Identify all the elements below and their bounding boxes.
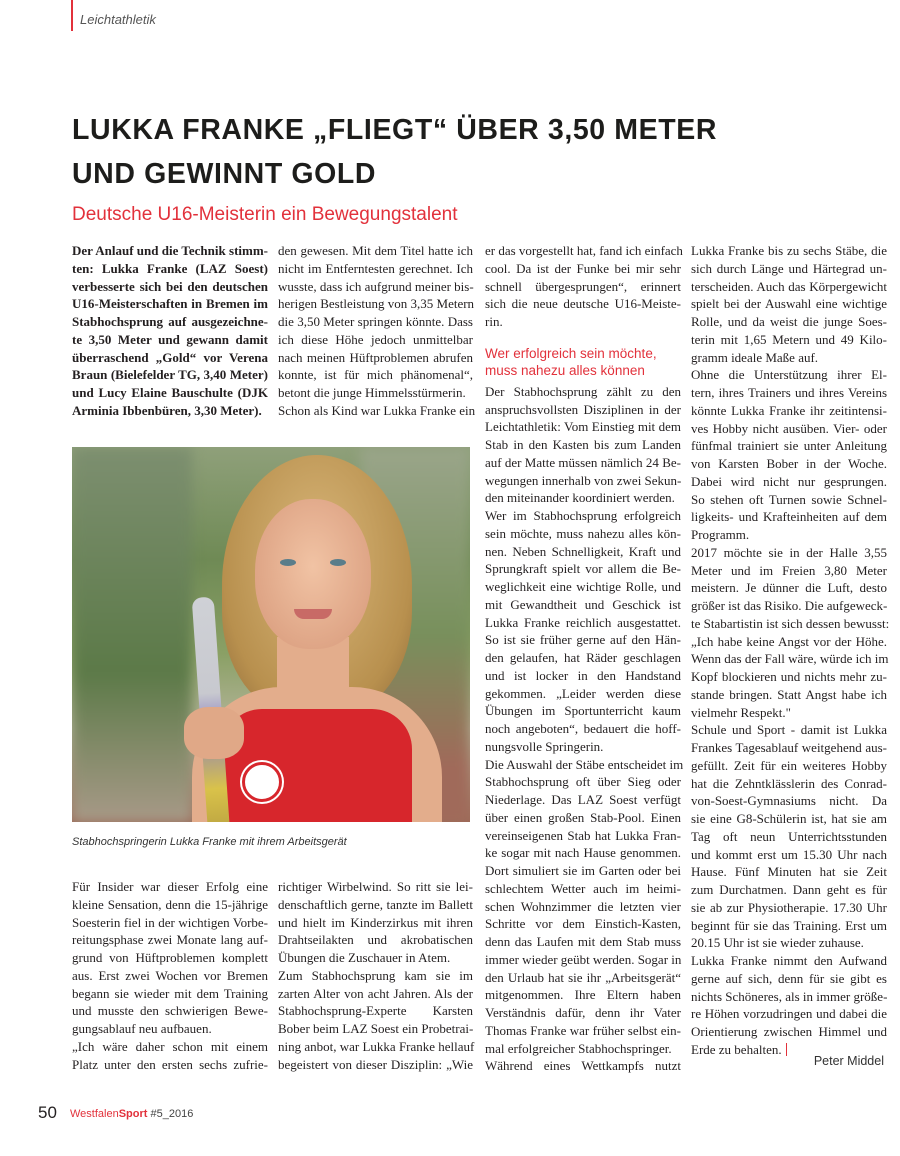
text-line: den gewesen. Mit dem Titel hatte ich [278,243,473,258]
text-line: Programm. [691,527,750,542]
text-line: wusste, dass ich aufgrund meiner bis- [278,278,474,294]
text-line: Zum Stabhochsprung kam sie im [278,967,473,983]
article-title [72,108,872,196]
text-line: von Karsten Bober in der Woche. [691,456,887,471]
section-accent-bar [71,0,73,31]
text-line: nicht im Entferntesten gerechnet. Ich [278,260,473,276]
text-line: und ist locker in den Handstand [485,667,681,683]
column-1-bottom [72,878,268,1073]
text-line: Drahtseilakten und akrobatischen [278,932,473,948]
text-line: gungsablauf neu aufbauen. [72,1021,212,1036]
paragraph [691,952,887,1059]
text-line: vereinseigenen Stab hat Lukka Fran- [485,827,681,843]
text-line: ke sogar mit nach Hause genommen. [485,845,681,861]
paragraph [278,402,476,420]
text-line: Stabhochsprung-Experte Karsten [278,1003,473,1019]
section-label: Leichtathletik [80,12,156,27]
text-line: Kopf blockieren und nichts mehr zu- [691,669,887,684]
text-line: Schritte vor dem Einstich-Kasten, [485,916,681,932]
athlete-photo [72,447,470,822]
text-line: reitungsphase zwei Monate lang auf- [72,932,268,948]
text-line: terin mit 1,65 Metern und 49 Kilo- [691,331,887,347]
page-number: 50 [38,1103,57,1122]
text-line: er das vorgestellt hat, fand ich einfach [485,243,683,258]
text-line: Hause. Fünf Minuten hat sie Zeit [691,864,887,880]
text-line: rin. [485,314,503,329]
text-line: nungsvolle Springerin. [485,738,604,754]
paragraph [691,366,887,544]
photo-caption: Stabhochspringerin Lukka Franke mit ihrem Arbeitsgerät [72,836,347,848]
text-line: Soesterin fiel in der wichtigen Vorbe- [72,914,268,930]
paragraph [691,544,890,722]
text-line: So ist sie früher gerne auf den Hän- [485,632,681,648]
text-line: Bober beim LAZ Soest ein Probetrai- [278,1021,474,1036]
text-line: 20.15 Uhr ist sie wieder zuhause. [691,935,864,951]
text-line: Wer im Stabhochsprung erfolgreich [485,508,681,523]
text-line: gekommen. „Leider werden diese [485,685,681,701]
text-line: weglichkeit eine wichtige Rolle, und [485,579,681,594]
paragraph [278,878,473,967]
text-line: mit Gewandtheit und Geschick ist [485,596,681,612]
section-heading [485,345,681,379]
text-line: konnte, ist für mich phänomenal“, [278,367,473,383]
text-line: auf der Matte müssen nämlich 24 Be- [485,454,681,470]
magazine-brand [70,1108,193,1120]
text-line: Braun (Bielefelder TG, 3,40 Meter) [72,367,268,383]
text-line: Tag oft neun Unterrichtsstunden [691,828,887,844]
text-line: herigen Bestleistung von 3,35 Metern [278,296,475,312]
end-mark-icon [786,1043,788,1056]
text-line: begeistert von dieser Disziplin: „Wie [278,1056,473,1072]
text-line: terscheiden. Auch das Körpergewicht [691,278,887,294]
text-line: Meter und im Freien 3,80 Meter [691,562,887,578]
paragraph [485,756,684,1058]
text-line: über einen großen Stab-Pool. Einen [485,809,681,825]
text-line: sich die neue deutsche U16-Meiste- [485,296,681,312]
text-line: Stabhochsprung oft über Sieg oder [485,774,681,790]
text-line: von-Soest-Gymnasiums nicht. Da [691,793,887,809]
text-line: Lukka Franke reichlich ausgestattet. [485,614,681,630]
text-line: Ohne die Unterstützung ihrer El- [691,367,887,383]
text-line: aus. Erst zwei Wochen vor Bremen [72,967,268,983]
paragraph [691,721,887,952]
text-line: sie eine G8-Schülerin ist, hat sie am [691,811,887,826]
text-line: tern, ihres Trainers und ihres Vereins [691,385,887,400]
article-subtitle: Deutsche U16-Meisterin ein Bewegungstalent [72,204,458,225]
text-line: hat die Zehntklässlerin des Conrad- [691,775,887,791]
text-line: grund von Hüftproblemen komplett [72,950,268,965]
text-line: den Urlaub hat sie ihr „Arbeitsgerät“ [485,969,681,985]
text-line: So stehen oft Turnen sowie Schnel- [691,491,887,507]
text-line: „Ich habe keine Angst vor der Höhe. [691,633,887,649]
text-line: Sprungkraft spielt vor allem die Be- [485,561,681,577]
text-line: denn das Laufen mit dem Stab muss [485,934,681,949]
paragraph [485,507,681,756]
text-line: Leichtathletik: Vom Einstieg mit dem [485,419,681,435]
text-line: die 3,50 Meter springen könnte. Dass [278,314,473,329]
brand-part-1: Westfalen [70,1108,119,1120]
text-line: meistern. Je dünner die Luft, desto [691,580,887,596]
lead-paragraph [72,242,268,420]
text-line: kleine Sensation, denn die 15-jährige [72,896,268,912]
text-line: Erde zu behalten. [691,1041,887,1059]
text-line: te Stabartistin ist sich dessen bewusst: [691,615,890,631]
text-line: Orientierung zwischen Himmel und [691,1024,887,1039]
text-line: Übungen die Zuschauer in Atem. [278,950,451,965]
paragraph [485,383,681,507]
text-line: Dort simuliert sie im Garten oder bei [485,863,681,878]
text-line: größer ist das Risiko. Die aufgeweck- [691,598,888,613]
text-line: 2017 möchte sie in der Halle 3,55 [691,544,887,560]
text-line: denschaftlich gerne, tanzte im Ballett [278,896,473,912]
text-line: te 3,50 Meter und gewann damit [72,331,268,347]
paragraph [72,878,268,1038]
text-line: sie ab zur Physiotherapie. 17.30 Uhr [691,899,887,915]
text-line: Für Insider war dieser Erfolg eine [72,879,268,894]
text-line: wegungen innerhalb von zwei Sekun- [485,472,682,488]
paragraph [691,242,887,366]
text-line: spielt bei der Auswahl eine wichtige [691,296,887,312]
text-line: Stab in den Kasten bis zum Landen [485,437,681,452]
club-logo-icon [242,762,282,802]
text-line: ligkeits- und Krafteinheiten auf dem [691,509,887,525]
text-line: immer wieder geübt werden. Sogar in [485,951,682,967]
text-line: ten: Lukka Franke (LAZ Soest) [72,260,268,276]
text-line: Rolle, und da weist die junge Soes- [691,314,887,329]
text-line: Der Stabhochsprung zählt zu den [485,383,681,399]
paragraph [278,967,473,1074]
text-line: beginnt für sie das Training. Erst um [691,917,887,933]
text-line: U16-Meisterschaften in Bremen im [72,296,268,312]
text-line: Die Auswahl der Stäbe entscheidet im [485,756,684,772]
text-line: Dabei wird nicht nur gesprungen. [691,473,887,489]
text-line: nach meinen Hüftproblemen abrufen [278,349,473,365]
column-2-top [278,242,476,420]
column-3 [485,242,684,1075]
text-line: begann sie wieder mit dem Training [72,985,268,1001]
text-line: zarten Alter von acht Jahren. Als der [278,985,473,1001]
text-line: nen. Neben Schnelligkeit, Kraft und [485,543,681,559]
text-line: gefüllt. Zeit für ein weiteres Hobby [691,757,887,773]
paragraph [72,1038,268,1074]
title-line-1: LUKKA FRANKE „FLIEGT“ ÜBER 3,50 METER [72,114,718,146]
title-line-2: UND GEWINNT GOLD [72,158,377,190]
text-line: Platz unter den ersten sechs zufrie- [72,1056,268,1072]
text-line: Wenn das der Fall wäre, würde ich im [691,651,889,667]
author-credit: Peter Middel [813,1054,884,1068]
text-line: Niederlage. Das LAZ Soest verfügt [485,792,681,807]
text-line: schlechtem Wetter auch im heimi- [485,880,681,896]
text-line: den miteinander koordiniert werden. [485,490,675,506]
text-line: Lukka Franke nimmt den Aufwand [691,953,887,968]
text-line: stande bringen. Statt Angst habe ich [691,686,887,702]
text-line: und kommt erst um 15.30 Uhr nach [691,846,887,862]
text-line: und musste den schwierigen Bewe- [72,1003,268,1019]
text-line: Frankes Tagesablauf weitgehend aus- [691,740,887,755]
text-line: Übungen im Sportunterricht kaum [485,703,681,719]
text-line: gramm ideale Maße auf. [691,349,819,365]
text-line: ves Hobby nicht ausüben. Vier- oder [691,420,887,436]
brand-part-2: Sport [118,1108,148,1120]
text-line: anspruchsvollsten Disziplinen in der [485,401,681,417]
text-line: sein möchte, muss nahezu alles kön- [485,525,681,541]
text-line: ich diese Höhe jedoch unmittelbar [278,331,473,347]
text-line: „Ich wäre daher schon mit einem [72,1038,268,1054]
text-line: Thomas Franke war früher selbst ein- [485,1022,681,1038]
text-line: könnte Lukka Franke ihr zeitintensi- [691,402,887,418]
text-line: zum Durchatmen. Dann geht es für [691,882,887,897]
text-line: Während eines Wettkampfs nutzt [485,1058,681,1074]
heading-line: muss nahezu alles können [485,362,645,378]
text-line: und hielt im Kinderzirkus mit ihren [278,914,473,930]
text-line: sich durch Länge und Härtegrad un- [691,260,887,276]
column-2-bottom [278,878,473,1073]
text-line: den gelaufen, hat Räder geschlagen [485,650,681,665]
paragraph [485,1057,681,1075]
text-line: schen Wohnzimmer die letzten vier [485,898,681,914]
text-line: betont die junge Himmelsstürmerin. [278,385,466,400]
paragraph [72,242,268,420]
text-line: noch angeboten“, bedauert die hoff- [485,721,681,736]
text-line: nichts Schöneres, als in immer größe- [691,988,888,1004]
text-line: schnell übergesprungen“, erinnert [485,278,681,294]
column-4 [691,242,890,1059]
text-line: fünfmal trainiert sie unter Anleitung [691,438,887,454]
text-line: Lukka Franke bis zu sechs Stäbe, die [691,243,887,258]
text-line: Schule und Sport - damit ist Lukka [691,722,887,738]
paragraph [278,242,473,402]
issue-number: #5_2016 [150,1108,194,1120]
text-line: Verständnis dafür, denn ihr Vater [485,1005,681,1020]
text-line: überraschend „Gold“ vor Verena [72,349,268,365]
text-line: Schon als Kind war Lukka Franke ein [278,402,476,418]
text-line: Arminia Ibbenbüren, 3,30 Meter). [72,402,262,418]
text-line: vielmehr Respekt." [691,704,791,720]
text-line: und Lucy Elaine Bauschulte (DJK [72,385,268,400]
text-line: Der Anlauf und die Technik stimm- [72,243,268,258]
text-line: gerne auf sich, denn für sie gibt es [691,970,887,986]
paragraph [485,242,681,331]
text-line: Stabhochsprung auf ausgezeichne- [72,314,268,329]
text-line: mitgenommen. Ihre Eltern haben [485,987,681,1003]
text-line: ning anbot, war Lukka Franke hellauf [278,1038,475,1054]
heading-line: Wer erfolgreich sein möchte, [485,345,657,361]
text-line: re Höhen vorzudringen und dabei die [691,1006,887,1022]
text-line: mal erfolgreicher Stabhochspringer. [485,1040,672,1056]
text-line: richtiger Wirbelwind. So ritt sie lei- [278,879,473,894]
text-line: cool. Da ist der Funke bei mir sehr [485,260,681,276]
text-line: verbesserte sich bei den deutschen [72,278,268,294]
